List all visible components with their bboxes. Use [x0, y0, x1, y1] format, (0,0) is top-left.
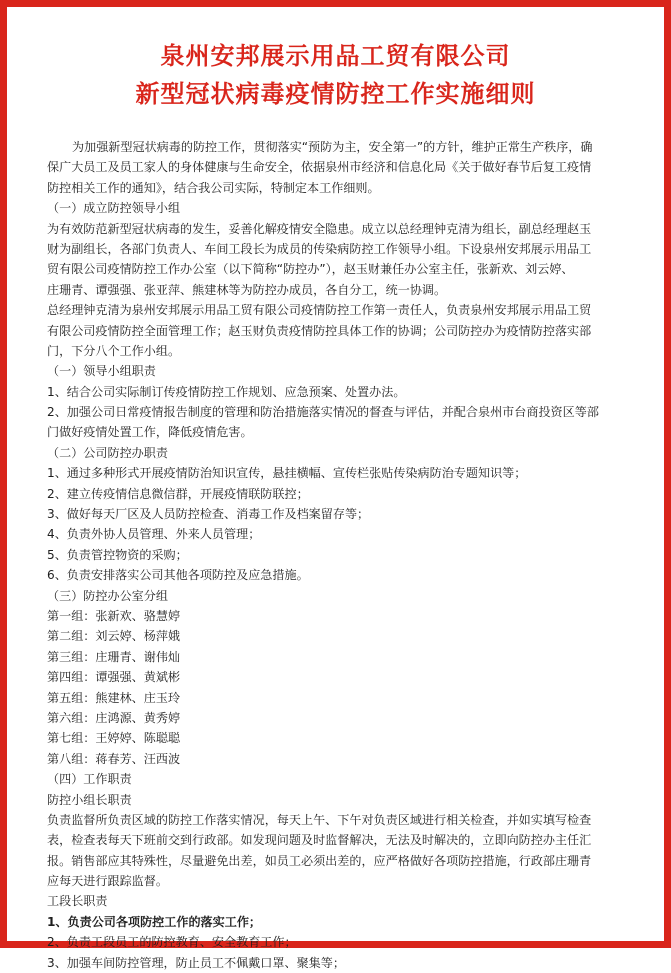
text-line: 第七组：王婷婷、陈聪聪	[47, 731, 181, 746]
text-line: 防控相关工作的通知》，结合我公司实际，特制定本工作细则。	[47, 180, 380, 195]
text-line: 3、做好每天厂区及人员防控检查、消毒工作及档案留存等；	[47, 507, 370, 522]
text-line: 有限公司疫情防控全面管理工作；赵玉财负责疫情防控具体工作的协调；公司防控办为疫情防控落实部	[47, 323, 592, 338]
text-line: 第六组：庄鸿源、黄秀婷	[47, 710, 181, 725]
text-line: 2、负责工段员工的防控教育、安全教育工作；	[47, 935, 297, 950]
text-line: （二）公司防控办职责	[47, 445, 168, 460]
text-line: 门，下分八个工作小组。	[47, 343, 181, 358]
text-line: 1、负责公司各项防控工作的落实工作；	[47, 914, 262, 929]
text-line: 门做好疫情处置工作，降低疫情危害。	[47, 425, 253, 440]
text-line: 第三组：庄珊青、谢伟灿	[47, 649, 181, 664]
company-title: 泉州安邦展示用品工贸有限公司	[160, 42, 511, 70]
text-line: 3、加强车间防控管理，防止员工不佩戴口罩、聚集等；	[47, 955, 345, 970]
text-line: 2、建立传疫情信息微信群，开展疫情联防联控；	[47, 486, 309, 501]
text-line: （四）工作职责	[47, 772, 132, 787]
text-line: 财为副组长，各部门负责人、车间工段长为成员的传染病防控工作领导小组。下设泉州安邦展示用品工	[47, 241, 592, 256]
text-line: 6、负责安排落实公司其他各项防控及应急措施。	[47, 568, 309, 583]
text-line: 5、负责管控物资的采购；	[47, 547, 188, 562]
document-body	[47, 137, 628, 973]
text-line: 报。销售部应其特殊性，尽量避免出差，如员工必须出差的，应严格做好各项防控措施，行政部庄珊青	[47, 853, 592, 868]
text-line: 4、负责外协人员管理、外来人员管理；	[47, 527, 261, 542]
text-line: 第四组：谭强强、黄斌彬	[47, 670, 181, 685]
text-line: 应每天进行跟踪监督。	[47, 874, 168, 889]
text-line: 第一组：张新欢、骆慧婷	[47, 608, 181, 623]
text-line: 防控小组长职责	[47, 792, 132, 807]
text-line: 1、通过多种形式开展疫情防治知识宣传，悬挂横幅、宣传栏张贴传染病防治专题知识等；	[47, 466, 527, 481]
text-line: 表，检查表每天下班前交到行政部。如发现问题及时监督解决，无法及时解决的，立即向防控办主任汇	[47, 833, 592, 848]
text-line: 2、加强公司日常疫情报告制度的管理和防治措施落实情况的督查与评估，并配合泉州市台商投资区等部	[47, 405, 599, 420]
text-line: 第五组：熊建林、庄玉玲	[47, 690, 181, 705]
document-title: 新型冠状病毒疫情防控工作实施细则	[135, 80, 536, 108]
text-line: 第八组：蒋春芳、汪西波	[47, 751, 181, 766]
text-line: 总经理钟克清为泉州安邦展示用品工贸有限公司疫情防控工作第一责任人，负责泉州安邦展示用品工贸	[47, 303, 592, 318]
text-line: 保广大员工及员工家人的身体健康与生命安全，依据泉州市经济和信息化局《关于做好春节后复工疫情	[47, 160, 592, 175]
text-line: 1、结合公司实际制订传疫情防控工作规划、应急预案、处置办法。	[47, 384, 406, 399]
text-line: 贸有限公司疫情防控工作办公室（以下简称“防控办”），赵玉财兼任办公室主任，张新欢、刘云婷、	[47, 262, 574, 277]
text-line: （一）领导小组职责	[47, 364, 156, 379]
text-line: 工段长职责	[47, 894, 108, 909]
text-line: 为加强新型冠状病毒的防控工作，贯彻落实“预防为主，安全第一”的方针，维护正常生产秩序，确	[72, 140, 593, 154]
text-line: 为有效防范新型冠状病毒的发生，妥善化解疫情安全隐患。成立以总经理钟克清为组长，副总经理赵玉	[47, 221, 592, 236]
text-line: 庄珊青、谭强强、张亚萍、熊建林等为防控办成员，各自分工，统一协调。	[47, 282, 447, 297]
text-line: 第二组：刘云婷、杨萍娥	[47, 629, 181, 644]
text-line: （一）成立防控领导小组	[47, 201, 181, 216]
text-line: 负责监督所负责区域的防控工作落实情况，每天上午、下午对负责区域进行相关检查，并如实填写检查	[47, 812, 592, 827]
text-line: （三）防控办公室分组	[47, 588, 168, 603]
